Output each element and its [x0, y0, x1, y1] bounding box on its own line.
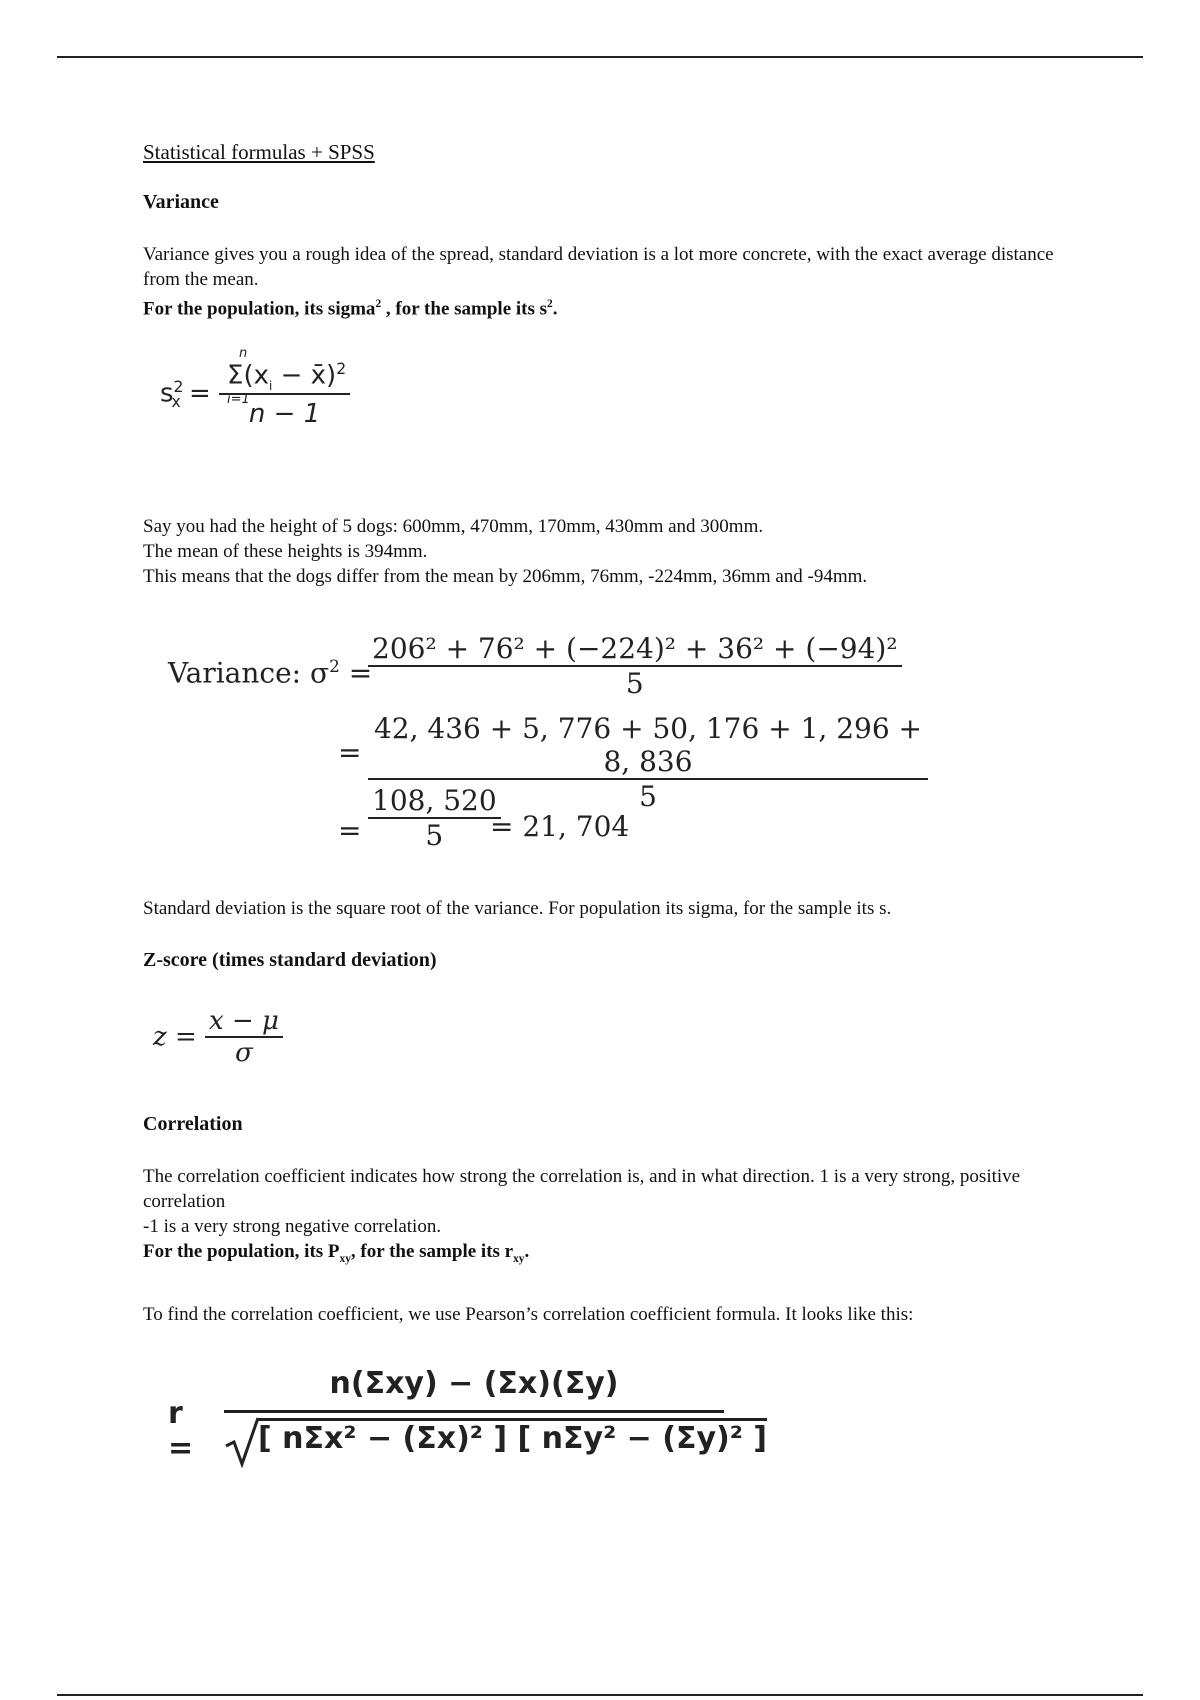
example-line-1: Say you had the height of 5 dogs: 600mm, 470mm, 170mm, 430mm and 300mm.	[143, 516, 764, 537]
calc-row-1: $\frac{\text{206² + 76² + (−224)² + 36² + (−94)²}}{5}$	[368, 632, 902, 700]
correlation-intro: The correlation coefficient indicates how strong the correlation is, and in what direction. 1 is a very strong, positive correlation	[143, 1166, 1021, 1212]
pearson-intro: To find the correlation coefficient, we use Pearson’s correlation coefficient formula. It looks like this:	[143, 1303, 914, 1325]
pearson-lhs: r =	[168, 1396, 194, 1466]
zscore-heading: Z-score (times standard deviation)	[143, 949, 437, 971]
zscore-formula: z = $\frac{x - \mu}{\sigma}$	[153, 1006, 283, 1068]
calc-equals-2: =	[338, 736, 362, 769]
fraction-bar	[224, 1410, 724, 1413]
example-line-3: This means that the dogs differ from the mean by 206mm, 76mm, -224mm, 36mm and -94mm.	[143, 566, 868, 587]
correlation-notation: For the population, its $P_{xy}$, for the sample its $r_{xy}$.	[143, 1241, 530, 1265]
variance-heading: Variance	[143, 191, 219, 213]
calc-result: = 21, 704	[490, 810, 630, 843]
dog-example	[143, 514, 1073, 589]
correlation-negative: -1 is a very strong negative correlation.	[143, 1216, 442, 1237]
sample-variance-formula: $s^2_x$ = n $\Sigma(x_i$ − x̄)$^2$ i=1 n − 1	[160, 360, 350, 429]
calc-row-2: $\frac{42, 436 + 5, 776 + 50, 176 + 1, 296 + 8, 836}{5}$	[368, 712, 928, 813]
std-dev-text: Standard deviation is the square root of the variance. For population its sigma, for the sample its s.	[143, 898, 892, 919]
example-line-2: The mean of these heights is 394mm.	[143, 541, 428, 562]
variance-notation: For the population, its sigma$^2$ , for the sample its $s^2$.	[143, 298, 558, 320]
pearson-numerator: n(Σxy) − (Σx)(Σy)	[329, 1366, 619, 1401]
top-rule	[57, 56, 1143, 58]
calc-equals-3: =	[338, 814, 362, 847]
bottom-rule	[57, 1694, 1143, 1696]
pearson-denominator: [ nΣx² − (Σx)² ] [ nΣy² − (Σy)² ]	[258, 1418, 767, 1456]
calc-row-3: $\frac{108, 520}{5}$	[368, 784, 501, 852]
page-title: Statistical formulas + SPSS	[143, 140, 375, 164]
std-dev-section	[143, 896, 1073, 973]
document-body	[143, 140, 1073, 321]
correlation-heading: Correlation	[143, 1113, 243, 1135]
square-root-icon	[224, 1416, 260, 1476]
calc-label: Variance: $\sigma^2$ =	[168, 656, 373, 690]
correlation-section	[143, 1112, 1073, 1327]
variance-intro: Variance gives you a rough idea of the spread, standard deviation is a lot more concrete, with the exact average distance from the mean.	[143, 244, 1054, 290]
